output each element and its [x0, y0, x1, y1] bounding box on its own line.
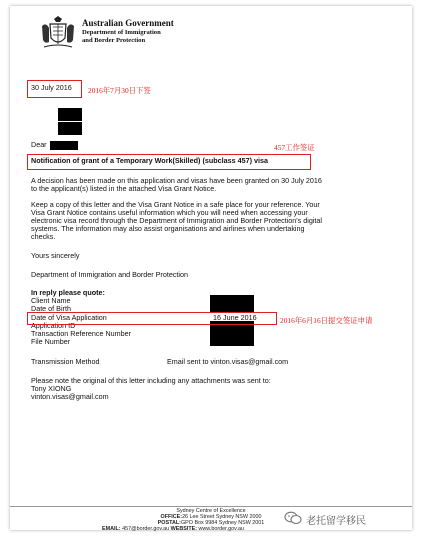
recipient-name: Tony XIONG: [31, 384, 72, 393]
reply-label-dob: Date of Birth: [31, 304, 71, 313]
transmission-label: Transmission Method: [31, 357, 100, 366]
department-line2: and Border Protection: [82, 37, 146, 44]
visa-application-date: 16 June 2016: [213, 313, 257, 322]
original-note: Please note the original of this letter including any attachments was sent to:: [31, 376, 271, 385]
para2-line4: systems. The information may also assist organisations and airlines when undertaking: [31, 224, 305, 233]
reply-heading: In reply please quote:: [31, 288, 105, 297]
gov-title: Australian Government: [82, 18, 174, 28]
department-line1: Department of Immigration: [82, 29, 161, 36]
reply-label-app-id: Application ID: [31, 321, 76, 330]
recipient-email: vinton.visas@gmail.com: [31, 392, 109, 401]
date-annotation: 2016年7月30日下签: [88, 86, 151, 95]
para2-line5: checks.: [31, 232, 56, 241]
letter-subject: Notification of grant of a Temporary Work(Skilled) (subclass 457) visa: [31, 156, 268, 165]
salutation: Dear: [31, 140, 47, 149]
redacted-file-number: [210, 337, 254, 346]
para1-line1: A decision has been made on this application and visas have been granted on 30 July 2016: [31, 176, 322, 185]
watermark-text: 老托留学移民: [306, 516, 366, 527]
footer-centre: Sydney Centre of Excellence: [176, 508, 246, 514]
redacted-address-1: [58, 108, 82, 121]
reply-label-trn: Transaction Reference Number: [31, 329, 132, 338]
letter-date: 30 July 2016: [31, 83, 72, 92]
redacted-client-name: [210, 295, 254, 304]
coat-of-arms-icon: [40, 16, 76, 50]
footer-office: OFFICE:26 Lee Street Sydney NSW 2000: [160, 514, 262, 520]
visa-annotation: 457工作签证: [274, 143, 315, 152]
reply-label-client-name: Client Name: [31, 296, 71, 305]
footer-divider: [10, 506, 412, 507]
closing: Yours sincerely: [31, 251, 80, 260]
para2-line3: electronic visa record through the Department of Immigration and Border Protection's digital: [31, 216, 323, 225]
apply-annotation: 2016年6月16日提交签证申请: [280, 316, 373, 325]
para1-line2: to the applicant(s) listed in the attached Visa Grant Notice.: [31, 184, 217, 193]
footer-contact: EMAIL: 457@border.gov.au WEBSITE: www.border.gov.au: [102, 526, 244, 532]
footer-postal: POSTAL:GPO Box 9984 Sydney NSW 2001: [157, 520, 265, 526]
redacted-address-2: [58, 122, 82, 135]
para2-line2: Visa Grant Notice contains useful information which you will need when accessing your: [31, 208, 308, 217]
redacted-name: [50, 141, 78, 150]
transmission-value: Email sent to vinton.visas@gmail.com: [167, 357, 289, 366]
sender: Department of Immigration and Border Protection: [31, 270, 189, 279]
reply-label-visa-date: Date of Visa Application: [31, 313, 107, 322]
letter-page: [10, 6, 412, 530]
para2-line1: Keep a copy of this letter and the Visa Grant Notice in a safe place for your reference. Your: [31, 200, 320, 209]
reply-label-file-number: File Number: [31, 337, 71, 346]
wechat-icon: [284, 511, 302, 525]
